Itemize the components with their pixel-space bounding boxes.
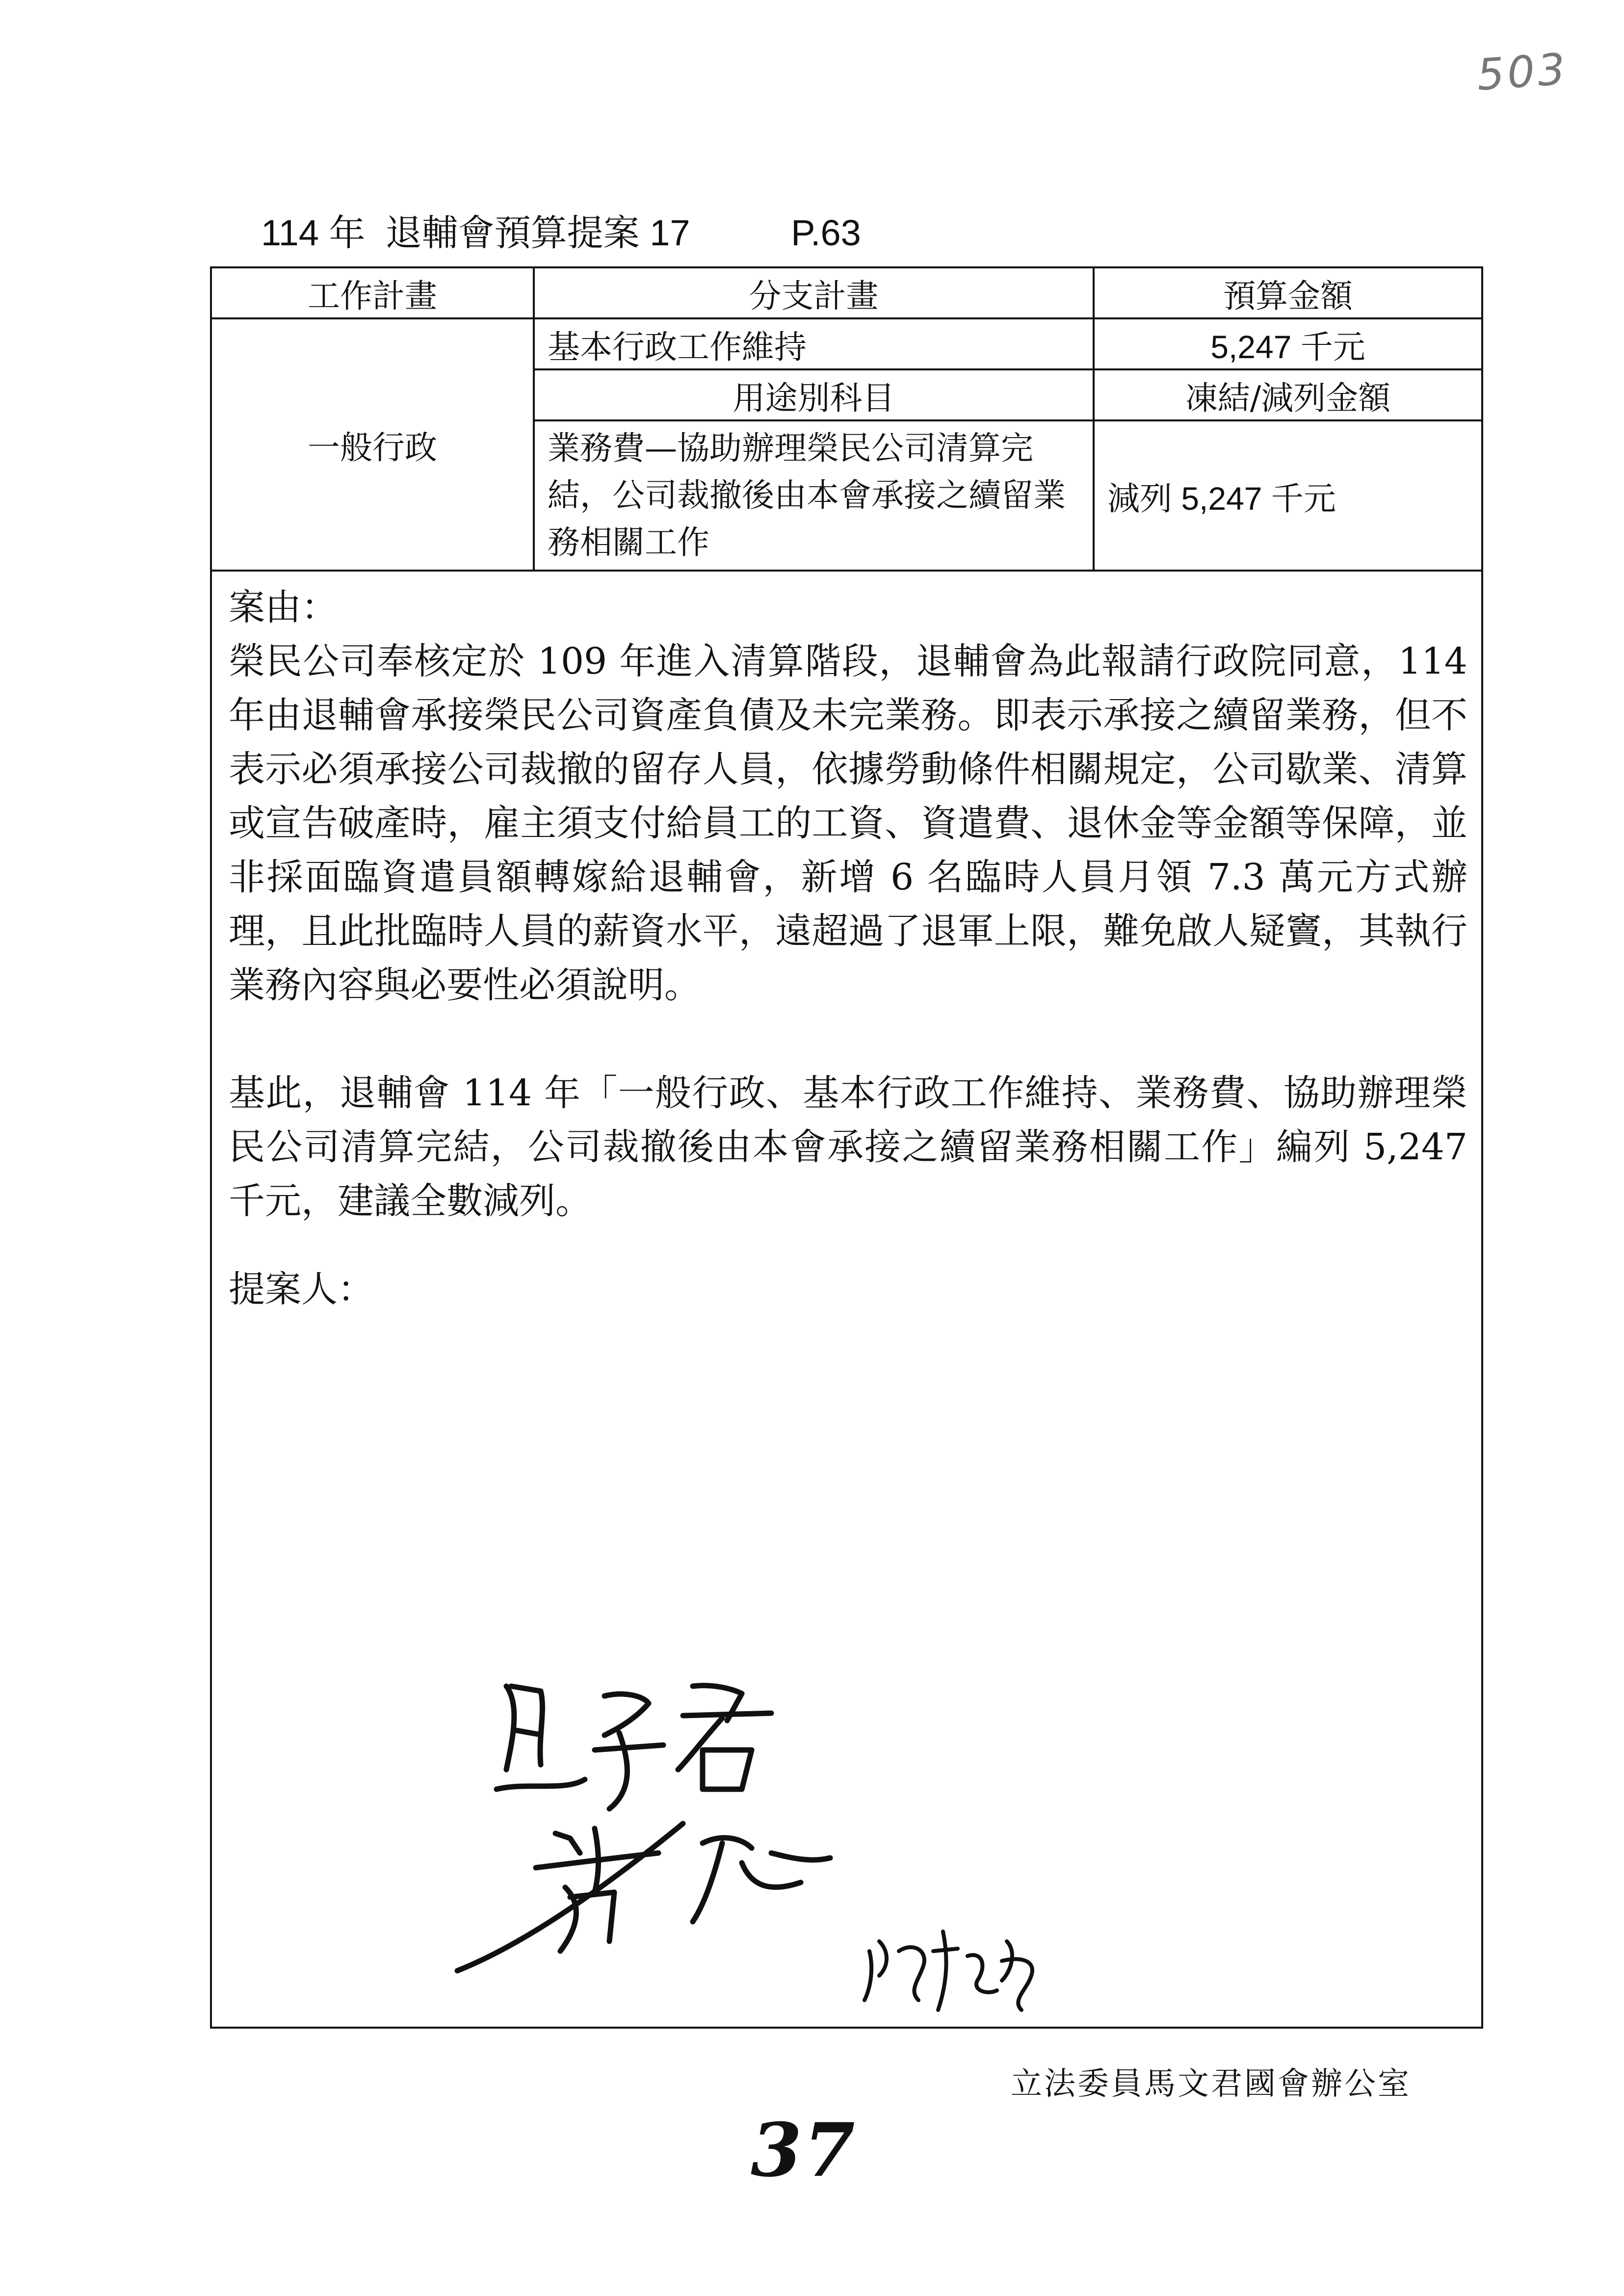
header-budget-amount: 預算金額 [1094,268,1481,318]
page-number: 37 [751,2107,857,2193]
signature-2 [457,1824,830,1971]
proposal-title: 114 年 退輔會預算提案 17 P.63 [261,212,861,253]
budget-amount-cell: 5,247 千元 [1094,318,1481,369]
header-branch-plan: 分支計畫 [534,268,1094,318]
table-header-row [212,268,1481,318]
budget-table [212,268,1481,572]
reason-label: 案由： [229,586,338,628]
proposal-frame [210,266,1483,2029]
proposer-label: 提案人： [229,1268,374,1310]
reason-conclusion: 基此，退輔會 114 年「一般行政、基本行政工作維持、業務費、協助辦理榮民公司清算完結，公司裁撤後由本會承接之續留業務相關工作」編列 5,247 千元，建議全數減列。 [229,1072,1467,1222]
signatures [447,1676,1282,2030]
branch-plan-cell: 基本行政工作維持 [534,318,1094,369]
header-work-plan: 工作計畫 [212,268,534,318]
header-freeze-reduction: 凍結/減列金額 [1094,369,1481,420]
table-row [212,318,1481,369]
office-footer: 立法委員馬文君國會辦公室 [1011,2066,1411,2102]
reason-section [229,580,1467,1316]
signature-3 [864,1931,1032,2010]
header-purpose-item: 用途別科目 [534,369,1094,420]
handwritten-page-number: 503 [1475,43,1570,101]
signature-1 [497,1686,771,1809]
purpose-item-cell: 業務費—協助辦理榮民公司清算完結，公司裁撤後由本會承接之續留業務相關工作 [534,420,1094,571]
reason-text: 榮民公司奉核定於 109 年進入清算階段，退輔會為此報請行政院同意，114 年由退輔會承接榮民公司資產負債及未完業務。即表示承接之續留業務，但不表示必須承接公司裁撤的留存人員，依據勞動條件相關規定，公司歇業、清算或宣告破產時，雇主須支付給員工的工資、資遣費、退休金等金額等保障，並非採面臨資遣員額轉嫁給退輔會，新增 6 名臨時人員月領 7.3 萬元方式辦理，且此批臨時人員的薪資水平，遠超過了退軍上限，難免啟人疑竇，其執行業務內容與必要性必須說明。 [229,640,1467,1006]
work-plan-cell: 一般行政 [212,318,534,571]
reduction-amount-cell: 減列 5,247 千元 [1094,420,1481,571]
